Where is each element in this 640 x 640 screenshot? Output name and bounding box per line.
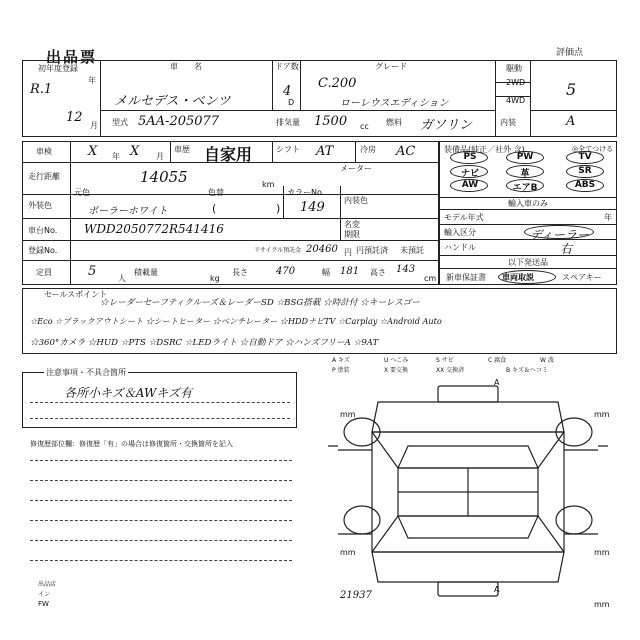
registration-label: 登録No. (28, 246, 58, 255)
equipment-label: 装備品(純正／社外 含) (444, 145, 525, 154)
color-paren-open: ( (212, 202, 217, 215)
capacity-label: 定員 (36, 268, 52, 277)
recycle-label: リサイクル預託金 (254, 247, 302, 254)
notes-label: 注意事項・不具合箇所 (46, 368, 126, 377)
after-label: 以下発送品 (508, 258, 548, 267)
footer-shop: 出品店 (38, 581, 57, 588)
notes-value: 各所小キズ＆AWキズ有 (64, 386, 193, 400)
option-tv: TV (578, 152, 592, 162)
displacement-unit: cc (360, 122, 369, 131)
shift-value: AT (316, 144, 334, 159)
mm-label-3: mm (340, 548, 356, 557)
reg-year-label: 初年度登録 (38, 64, 78, 73)
drive-2wd: 2WD (506, 78, 526, 87)
option-leather: 革 (520, 169, 530, 179)
footer-in: イン (38, 591, 51, 598)
import-class-value: ディーラー (530, 228, 590, 242)
maker-label: 車 名 (170, 62, 202, 71)
option-abs: ABS (574, 180, 596, 190)
fuel-label: 燃料 (386, 118, 402, 127)
color-value: ポーラーホワイト (88, 206, 168, 217)
interior-label: 内装 (500, 118, 516, 127)
inspection-label: 車検 (36, 147, 52, 156)
legend-1: U へこみ (384, 357, 409, 364)
footer-fw: FW (38, 600, 49, 608)
grade-label: グレード (375, 62, 407, 71)
rename-label: 名変 (344, 220, 360, 229)
doors-value: 4 (283, 84, 292, 99)
use-label: 車歴 (174, 145, 190, 154)
option-circle-pw (506, 151, 544, 164)
score-value: 5 (566, 80, 577, 99)
option-circle-ps (450, 151, 488, 164)
repair-label: 修復歴部位欄：修復歴「有」の場合は修復箇所・交換箇所を記入 (30, 440, 233, 448)
equipment-note: ◎全てつける (572, 145, 614, 153)
sales-label: セールスポイント (44, 290, 108, 299)
mileage-label: 走行距離 (28, 172, 60, 181)
color-label: 外装色 (28, 201, 52, 210)
option-aw: AW (461, 180, 479, 190)
color-paren-close: ) (276, 202, 281, 215)
rename-label2: 期限 (344, 230, 360, 239)
shift-label: シフト (276, 145, 300, 154)
handle-label: ハンドル (444, 243, 476, 252)
legend-3: C 腐食 (488, 357, 507, 364)
ac-value: AC (396, 144, 416, 159)
load-unit: kg (210, 274, 220, 283)
mark-a-bottom: A (494, 585, 500, 594)
option-circle-tv (566, 151, 604, 164)
drive-top: 駆動 (506, 64, 522, 73)
meter-label: メーター (340, 164, 372, 173)
legend-4: W 波 (540, 357, 554, 364)
mileage-unit: km (262, 180, 275, 189)
recycle-value: 20460 (306, 244, 338, 255)
displacement-label: 排気量 (276, 118, 300, 127)
color-original-label: 元色 (74, 188, 90, 197)
vehicle-manual: 車両取説 (502, 273, 534, 282)
length-value: 470 (276, 266, 296, 277)
manual-circle (498, 270, 556, 284)
capacity-unit: 人 (118, 274, 126, 283)
legend-6: X 要交換 (384, 367, 409, 374)
interior-color-label: 内装色 (344, 196, 368, 205)
option-airbag: エアB (512, 183, 538, 193)
sales-line3: ☆360°カメラ ☆HUD ☆PTS ☆DSRC ☆LEDライト ☆自動ドア ☆ハンズフリーA ☆9AT (30, 338, 379, 348)
inspection-year: X (88, 144, 98, 159)
recycle-unpaid: 未預託 (400, 246, 424, 255)
mm-label-5: mm (594, 600, 610, 609)
model-label: 型式 (112, 118, 128, 127)
reg-year-suffix: 年 (88, 76, 96, 85)
option-circle-leather (506, 165, 544, 178)
displacement-value: 1500 (314, 114, 348, 129)
maker-value: メルセデス・ベンツ (114, 94, 231, 109)
form-title: 出品票 (46, 48, 98, 66)
color-change-label: 色替 (208, 188, 224, 197)
color-code: 149 (300, 200, 325, 215)
grade-line1: C.200 (318, 76, 357, 91)
height-label: 高さ (370, 268, 386, 277)
option-circle-sr (566, 165, 604, 178)
ac-label: 冷房 (360, 145, 376, 154)
color-code-label: カラーNo. (287, 188, 325, 197)
height-value: 143 (396, 264, 416, 275)
chassis-value: WDD2050772R541416 (84, 222, 224, 236)
doors-label: ドア数 (275, 62, 299, 71)
inspection-month-suffix: 月 (156, 152, 164, 161)
inspection-year-suffix: 年 (112, 152, 120, 161)
import-only-label: 輸入車のみ (508, 199, 548, 208)
option-circle-aw (450, 179, 488, 192)
option-circle-airbag (506, 179, 544, 192)
option-pw: PW (516, 152, 534, 162)
handle-value: 右 (560, 242, 573, 256)
option-ps: PS (463, 152, 477, 162)
sales-line2: ☆Eco ☆ブラックアウトシート ☆シートヒーター ☆ベンチレーター ☆HDDナビTV ☆Carplay ☆Android Auto (30, 316, 442, 326)
mm-label-4: mm (594, 548, 610, 557)
model-value: 5AA-205077 (138, 114, 220, 129)
interior-score: A (566, 114, 576, 129)
inspection-month: X (130, 144, 140, 159)
mm-label-2: mm (594, 410, 610, 419)
load-label: 積載量 (134, 268, 158, 277)
option-circle-abs (566, 179, 604, 192)
model-year-label: モデル年式 (444, 213, 484, 222)
mileage-value: 14055 (140, 168, 188, 186)
spare-key: スペアキー (562, 273, 602, 282)
legend-8: B キズ＆ヘコミ (506, 367, 548, 374)
import-class-label: 輸入区分 (444, 228, 476, 237)
car-damage-diagram (318, 376, 618, 608)
stamp-number: 21937 (340, 590, 372, 601)
sales-line1: ☆レーダーセーフティクルーズ＆レーダーSD ☆BSG搭載 ☆時計付 ☆キーレスゴー (100, 298, 420, 308)
drive-4wd: 4WD (506, 96, 526, 105)
reg-month: 12 (66, 110, 83, 125)
use-value: 自家用 (204, 145, 253, 164)
fuel-value: ガソリン (420, 118, 473, 133)
option-circle-navi (450, 165, 488, 178)
option-navi: ナビ (460, 169, 479, 179)
width-value: 181 (340, 266, 360, 277)
model-year-suffix: 年 (604, 213, 612, 222)
reg-era: R.1 (30, 82, 53, 97)
legend-2: S サビ (436, 357, 454, 364)
mm-label-1: mm (340, 410, 356, 419)
dim-unit: cm (424, 274, 437, 283)
legend-7: XX 交換済 (436, 367, 465, 374)
reg-month-suffix: 月 (90, 121, 98, 130)
legend-5: P 塗装 (332, 367, 350, 374)
new-warranty: 新車保証書 (446, 273, 486, 282)
recycle-unit: 円 (344, 248, 352, 257)
mark-a-top: A (494, 378, 500, 387)
option-sr: SR (578, 166, 592, 176)
grade-line2: ローレウスエディション (340, 98, 449, 109)
doors-suffix: D (288, 98, 295, 107)
legend-0: A キズ (332, 357, 350, 364)
capacity-value: 5 (88, 264, 97, 279)
length-label: 長さ (232, 268, 248, 277)
recycle-paid: 円預託済 (356, 246, 388, 255)
import-class-circle (524, 225, 594, 239)
width-label: 幅 (322, 268, 330, 277)
score-label: 評価点 (556, 48, 584, 58)
chassis-label: 車台No. (28, 226, 58, 235)
